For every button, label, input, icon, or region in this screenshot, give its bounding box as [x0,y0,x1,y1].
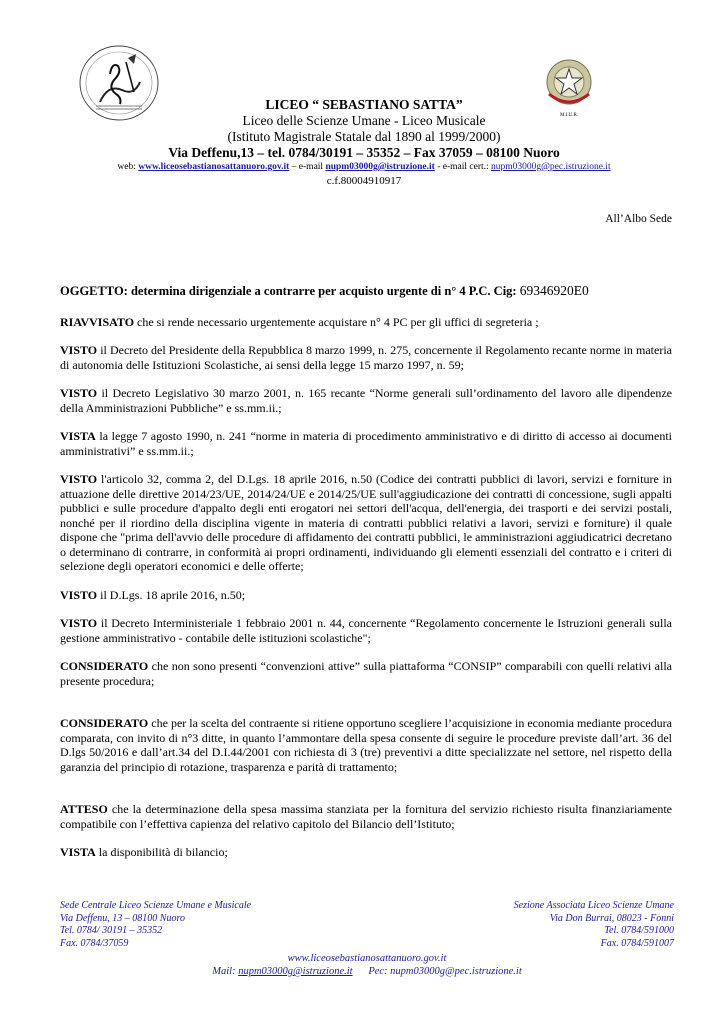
footer-main-site: Sede Centrale Liceo Scienze Umane e Musicale Via Deffenu, 13 – 08100 Nuoro Tel. 0784/ 30191 – 35352 Fax. 0784/37059 [60,900,252,949]
paragraph: ATTESO che la determinazione della spesa massima stanziata per la fornitura del servizio richiesto risulta finanziariamente compatibile con l’effettiva capienza del relativo capitolo del Bilancio dell’Istituto; [60,802,672,831]
subject-label: OGGETTO: determina dirigenziale a contrarre per acquisto urgente di n° 4 P.C. Cig: [60,284,517,298]
paragraph: VISTA la disponibilità di bilancio; [60,845,228,859]
paragraph: CONSIDERATO che per la scelta del contraente si ritiene opportuno scegliere l’acquisizione in economia mediante procedura comparata, con invito di n°3 ditte, in quanto l’ammontare della spesa consente di seguire le procedure previste dall’art. 36 del D.lgs 50/2016 e dall’art.34 del D.I.44/2001 con richiesta di 3 (tre) preventivi a ditte specializzate nel settore, nel rispetto della garanzia del principio di rotazione, trasparenza e parità di trattamento; [60,716,672,774]
fiscal-code: c.f.80004910917 [326,175,402,187]
paragraph: VISTO il D.Lgs. 18 aprile 2016, n.50; [60,587,246,602]
email-link[interactable]: nupm03000g@istruzione.it [325,162,435,172]
letterhead [64,97,664,188]
school-subtitle: Liceo delle Scienze Umane - Liceo Musicale [242,113,486,128]
footer-mail-link[interactable]: nupm03000g@istruzione.it [238,966,353,977]
emblem-caption: M.I.U.R. [559,113,579,118]
paragraph: RIAVVISATO che si rende necessario urgentemente acquistare n° 4 PC per gli uffici di segreteria ; [60,314,539,329]
school-name: LICEO “ SEBASTIANO SATTA” [265,97,463,112]
email-label: – e-mail [291,162,324,172]
footer-contacts: www.liceosebastianosattanuoro.gov.it Mail: nupm03000g@istruzione.it Pec: nupm03000g@pec.istruzione.it [60,952,674,978]
school-history: (Istituto Magistrale Statale dal 1890 al 1999/2000) [227,129,501,144]
subject-line [60,284,672,299]
paragraph: VISTO il Decreto Interministeriale 1 febbraio 2001 n. 44, concernente “Regolamento concernente le Istruzioni generali sulla gestione amministrativo - contabile delle istituzioni scolastiche"; [60,616,672,645]
contact-line [64,161,664,174]
paragraph: VISTO il Decreto del Presidente della Repubblica 8 marzo 1999, n. 275, concernente il Regolamento recante norme in materia di autonomia delle Istituzioni Scolastiche, ai sensi della legge 15 marzo 1997, n. 59; [60,343,672,372]
footer-website[interactable]: www.liceosebastianosattanuoro.gov.it [287,953,447,964]
paragraph: VISTO il Decreto Legislativo 30 marzo 2001, n. 165 recante “Norme generali sull’ordinamento del lavoro alle dipendenze della Amministrazioni Pubbliche” e ss.mm.ii.; [60,386,672,415]
addressee: All’Albo Sede [605,213,672,225]
web-label: web: [117,162,136,172]
document-body [60,284,672,874]
website-link[interactable]: www.liceosebastianosattanuoro.gov.it [138,162,290,172]
paragraph: CONSIDERATO che non sono presenti “convenzioni attive” sulla piattaforma “CONSIP” comparabili con quelli relativi alla presente procedura; [60,659,672,688]
footer-pec-link[interactable]: nupm03000g@pec.istruzione.it [390,966,522,977]
cig-code: 69346920E0 [519,283,589,298]
footer-branch-site: Sezione Associata Liceo Scienze Umane Via Don Burrai, 08023 - Fonni Tel. 0784/591000 Fax. 0784/591007 [513,900,674,949]
paragraph: VISTO l'articolo 32, comma 2, del D.Lgs. 18 aprile 2016, n.50 (Codice dei contratti pubblici di lavori, servizi e forniture in attuazione delle direttive 2014/23/UE, 2014/24/UE e 2014/25/UE sull'aggiudicazione dei contratti di concessione, sugli appalti pubblici e sulle procedure d'appalto degli enti erogatori nei settori dell'acqua, dell'energia, dei trasporti e dei servizi postali, nonché per il riordino della disciplina vigente in materia di contratti pubblici relativi a lavori, servizi e forniture) il quale dispone che "prima dell'avvio delle procedure di affidamento dei contratti pubblici, le amministrazioni aggiudicatrici decretano o determinano di contrarre, in conformità ai propri ordinamenti, individuando gli elementi essenziali del contratto e i criteri di selezione degli operatori economici e delle offerte; [60,472,672,573]
pec-label: - e-mail cert.: [437,162,489,172]
pec-link[interactable]: nupm03000g@pec.istruzione.it [491,162,611,172]
paragraph: VISTA la legge 7 agosto 1990, n. 241 “norme in materia di procedimento amministrativo e di diritto di accesso ai documenti amministrativi” e ss.mm.ii.; [60,429,672,458]
school-address: Via Deffenu,13 – tel. 0784/30191 – 35352 – Fax 37059 – 08100 Nuoro [168,145,560,160]
